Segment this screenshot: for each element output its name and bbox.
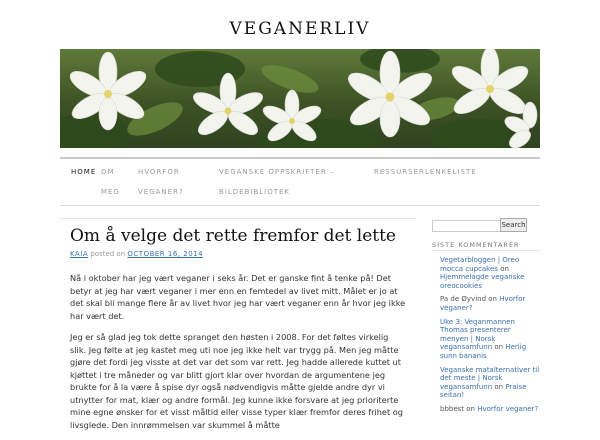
post-paragraph: Jeg er så glad jeg tok dette spranget den høsten i 2008. For det føltes virkelig slik. Jeg følte at jeg kastet meg uti noe jeg ikke helt var trygg på. Men jeg måtte gjøre det fordi jeg visste at det var det som var rett. Jeg hadde allerede kuttet ut kjøttet i tre måneder og var blitt gjort klar over hvordan de argumentene jeg brukte for å la være å spise dyr også nødvendigvis måtte gjelde andre dyr vi utnytter for mat, klær og andre formål. Jeg kunne ikke forsvare at jeg prioriterte mine egne ønsker for et visst måltid eller visse typer klær fremfor deres frihet og livsglede. Den innrømmelsen var skummel å måtte — [70, 332, 403, 430]
comment-post-link[interactable]: Hjemmelagde veganske oreocookies — [440, 273, 525, 290]
comment-author-link[interactable]: Veganske matalternativer til det meste | Norsk vegansamfunn — [440, 365, 540, 391]
post-author-link[interactable]: KAIA — [70, 250, 89, 258]
nav-item-hvorfor-veganer-line2[interactable]: VEGANER? — [138, 188, 184, 196]
comment-author: Pa de Øyvind — [440, 295, 487, 304]
post-paragraph: Nå i oktober har jeg vært veganer i seks år. Det er ganske fint å tenke på! Det betyr at jeg har vært veganer i mer enn en femtedel av livet mitt. Målet er jo at det skal bli mange flere år av livet hvor jeg har vært veganer enn år hvor jeg ikke har vært det. — [70, 273, 406, 321]
list-item — [440, 295, 540, 312]
comment-post-link[interactable]: Praise seitan! — [440, 382, 527, 400]
comment-author: bbbest — [440, 404, 465, 413]
comment-author-link[interactable]: Vegetarbloggen | Oreo mocca cupcakes — [440, 256, 520, 273]
nav-item-om-meg[interactable]: OM — [101, 168, 115, 176]
comment-on-text: on — [500, 264, 509, 273]
nav-item-lenkeliste[interactable]: LENKELISTE — [425, 168, 477, 176]
recent-comments-heading: SISTE KOMMENTARER — [432, 241, 520, 249]
comment-on-text: on — [494, 382, 504, 391]
nav-item-bildebibliotek[interactable]: BILDEBIBLIOTEK — [219, 188, 291, 196]
search-button[interactable]: Search — [500, 218, 527, 232]
list-item — [440, 366, 540, 400]
site-title[interactable]: VEGANERLIV — [229, 19, 371, 39]
comment-on-text: on — [466, 404, 475, 413]
nav-item-om-meg-line2[interactable]: MEG — [101, 188, 120, 196]
nav-item-home[interactable]: HOME — [71, 168, 97, 176]
comment-on-text: on — [488, 295, 497, 304]
comment-post-link[interactable]: Hvorfor veganer? — [477, 404, 539, 413]
list-item — [440, 405, 540, 414]
sidebar-divider — [432, 250, 540, 251]
list-item — [440, 256, 540, 290]
comment-post-link[interactable]: Hvorfor veganer? — [440, 295, 526, 312]
recent-comments-list — [440, 256, 540, 419]
post-content — [70, 272, 406, 440]
post-title[interactable]: Om å velge det rette fremfor det lette — [70, 226, 396, 246]
content-divider — [60, 218, 415, 219]
comment-on-text: on — [494, 343, 504, 352]
comment-post-link[interactable]: Herlig sunn bananis — [440, 343, 527, 360]
comment-author-link[interactable]: Uke 3: Veganmannen Thomas presenterer menyen | Norsk vegansamfunn — [440, 317, 515, 352]
white-flowers-illustration — [60, 49, 540, 148]
post-date-link[interactable]: OCTOBER 16, 2014 — [127, 250, 204, 258]
nav-bottom-border — [60, 205, 540, 206]
posted-on-text: posted on — [90, 250, 126, 258]
nav-item-hvorfor-veganer[interactable]: HVORFOR — [138, 168, 180, 176]
post-meta — [70, 250, 203, 258]
nav-item-veganske-oppskrifter[interactable]: VEGANSKE OPPSKRIFTER – — [219, 168, 335, 176]
list-item — [440, 318, 540, 361]
nav-item-ressurser[interactable]: RESSURSER — [374, 168, 425, 176]
nav-top-border — [60, 157, 540, 159]
header-banner-image — [60, 49, 540, 148]
search-input[interactable] — [432, 220, 502, 232]
